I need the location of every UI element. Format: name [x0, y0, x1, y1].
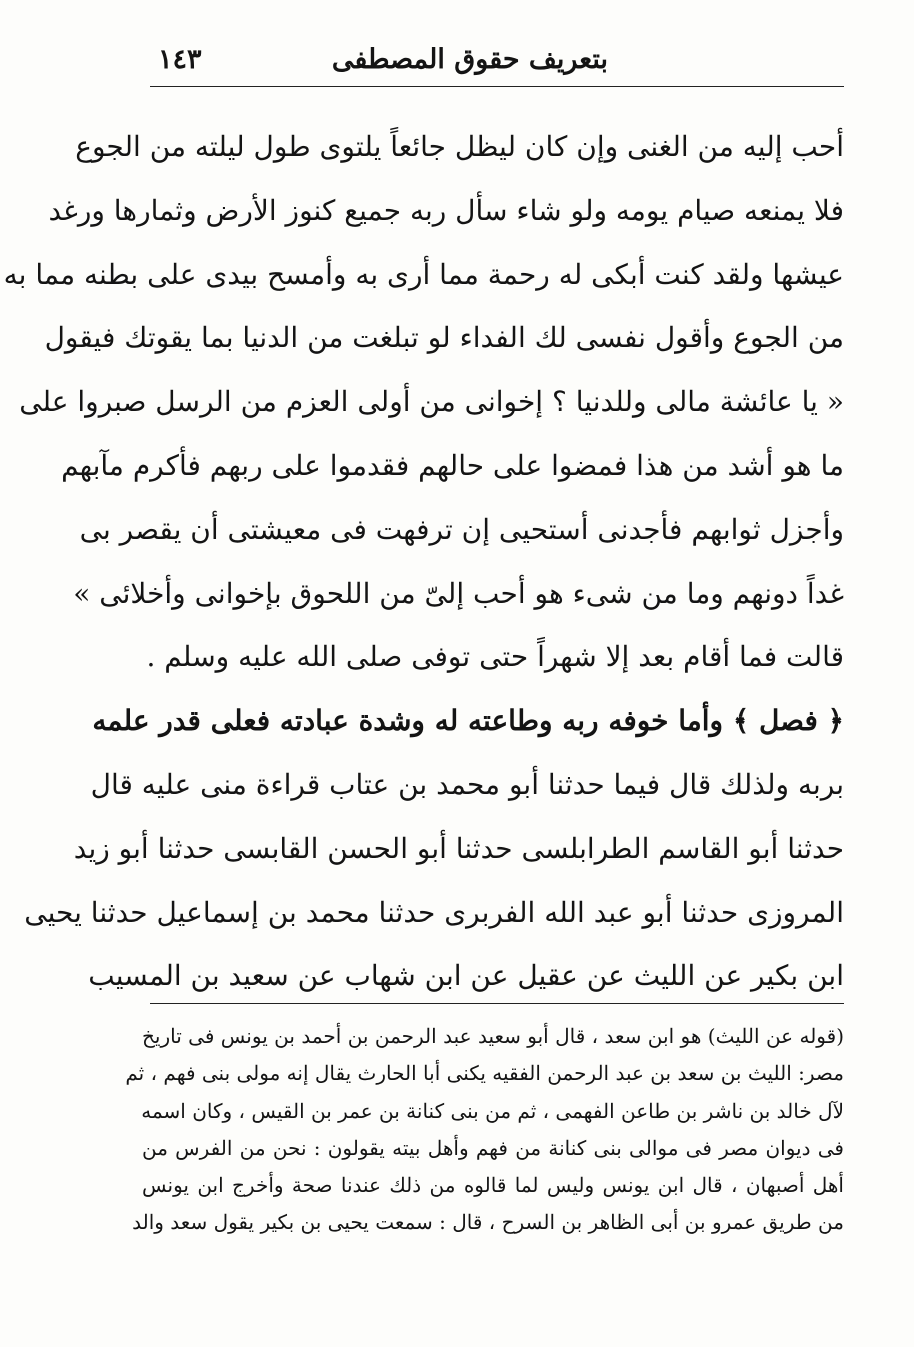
footnote-rule	[150, 1003, 844, 1004]
main-line: ابن بكير عن الليث عن عقيل عن ابن شهاب عن سعيد بن المسيب	[88, 959, 844, 993]
section-heading-line: ﴿ فصل ﴾ وأما خوفه ربه وطاعته له وشدة عبادته فعلى قدر علمه	[92, 704, 844, 738]
footnote-line: لآل خالد بن ناشر بن طاعن الفهمى ، ثم من بنى كنانة بن عمر بن القيس ، وكان اسمه	[141, 1098, 844, 1123]
main-line: « يا عائشة مالى وللدنيا ؟ إخوانى من أولى العزم من الرسل صبروا على	[19, 385, 844, 419]
main-line: وأجزل ثوابهم فأجدنى أستحيى إن ترفهت فى معيشتى أن يقصر بى	[79, 512, 844, 546]
footnote-line: (قوله عن الليث) هو ابن سعد ، قال أبو سعيد عبد الرحمن بن أحمد بن يونس فى تاريخ	[142, 1024, 844, 1048]
footnotes-block	[125, 1018, 844, 1242]
main-line: قالت فما أقام بعد إلا شهراً حتى توفى صلى الله عليه وسلم .	[146, 640, 844, 674]
footnote-line: فى ديوان مصر فى موالى بنى كنانة من فهم وأهل بيته يقولون : نحن من الفرس من	[142, 1135, 844, 1160]
page-number: ١٤٣	[158, 44, 202, 75]
main-line: عيشها ولقد كنت أبكى له رحمة مما أرى به وأمسح بيدى على بطنه مما به	[3, 257, 844, 291]
main-line: المروزى حدثنا أبو عبد الله الفربرى حدثنا محمد بن إسماعيل حدثنا يحيى	[24, 895, 844, 929]
main-line: حدثنا أبو القاسم الطرابلسى حدثنا أبو الحسن القابسى حدثنا أبو زيد	[73, 831, 844, 865]
running-title: بتعريف حقوق المصطفى	[331, 44, 608, 75]
main-line: أحب إليه من الغنى وإن كان ليظل جائعاً يلتوى طول ليلته من الجوع	[75, 130, 844, 163]
footnote-line: أهل أصبهان ، قال ابن يونس وليس لما قالوه من ذلك عندنا صحة وأخرج ابن يونس	[142, 1173, 844, 1198]
main-text-block	[3, 115, 844, 1008]
main-line: غداً دونهم وما من شىء هو أحب إلىّ من اللحوق بإخوانى وأخلائى »	[73, 576, 844, 610]
header-rule	[150, 86, 844, 87]
main-line: بربه ولذلك قال فيما حدثنا أبو محمد بن عتاب قراءة منى عليه قال	[90, 767, 844, 801]
main-line: ما هو أشد من هذا فمضوا على حالهم فقدموا على ربهم فأكرم مآبهم	[61, 448, 844, 482]
footnote-line: مصر: الليث بن سعد بن عبد الرحمن الفقيه يكنى أبا الحارث يقال إنه مولى بنى فهم ، ثم	[125, 1061, 844, 1086]
main-line: من الجوع وأقول نفسى لك الفداء لو تبلغت من الدنيا بما يقوتك فيقول	[44, 321, 844, 355]
page-header	[150, 40, 840, 84]
footnote-line: من طريق عمرو بن أبى الظاهر بن السرح ، قال : سمعت يحيى بن بكير يقول سعد والد	[132, 1210, 844, 1235]
main-line: فلا يمنعه صيام يومه ولو شاء سأل ربه جميع كنوز الأرض وثمارها ورغد	[48, 193, 844, 227]
